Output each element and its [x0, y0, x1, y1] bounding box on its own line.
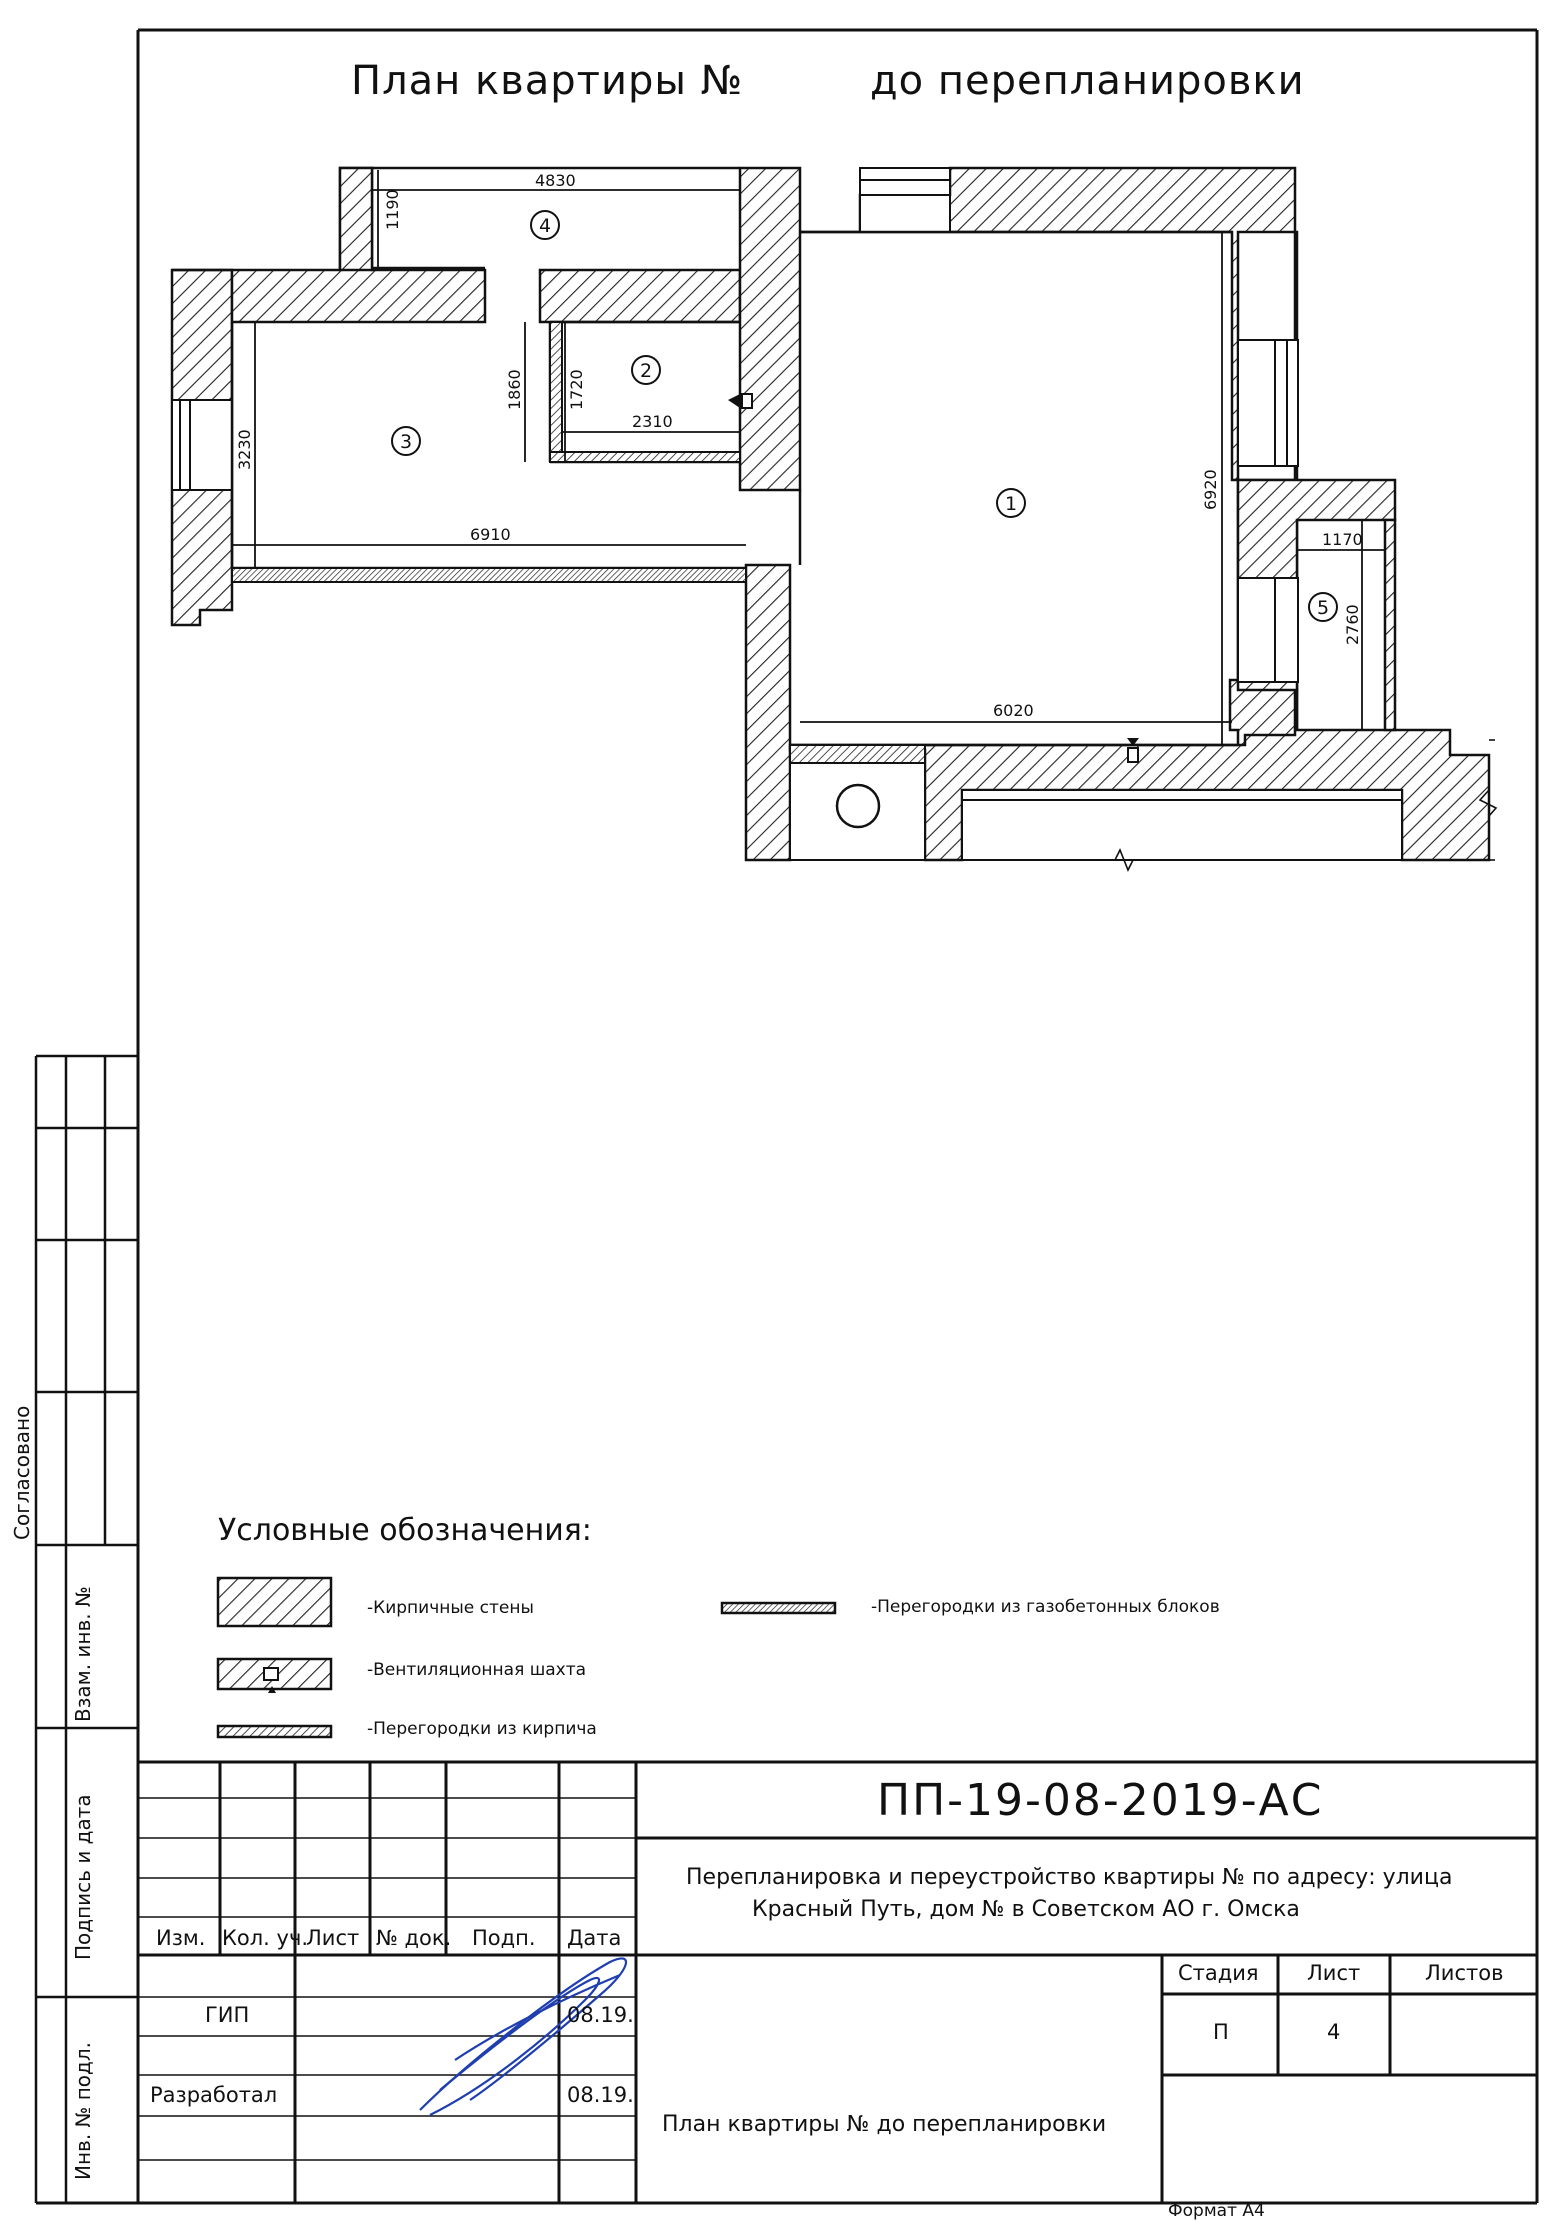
room-number-3: 3	[400, 431, 413, 453]
header-signature: Подп.	[472, 1926, 536, 1950]
dim-6910: 6910	[470, 525, 511, 544]
dim-3230: 3230	[235, 429, 254, 470]
sheet-value: 4	[1327, 2020, 1341, 2044]
legend-title: Условные обозначения:	[218, 1513, 592, 1548]
dim-2760: 2760	[1343, 604, 1362, 645]
brick-partition-icon	[218, 1726, 331, 1737]
project-description-line2: Красный Путь, дом № в Советском АО г. Омска	[752, 1897, 1300, 1922]
header-doc-no: № док.	[376, 1926, 452, 1950]
dim-1170: 1170	[1322, 530, 1363, 549]
header-sheet: Лист	[306, 1926, 360, 1950]
project-description-line1: Перепланировка и переустройство квартиры № по адресу: улица	[686, 1865, 1453, 1890]
side-label-signature-date: Подпись и дата	[71, 1794, 95, 1960]
legend-label-aerated-partitions: -Перегородки из газобетонных блоков	[871, 1597, 1220, 1617]
room-number-1: 1	[1005, 493, 1018, 515]
dim-1860: 1860	[505, 369, 524, 410]
sheet-title-left: План квартиры №	[351, 58, 744, 104]
room-number-4: 4	[539, 215, 552, 237]
brick-wall-hatch-icon	[218, 1578, 331, 1626]
room-number-2: 2	[640, 360, 653, 382]
dim-6020: 6020	[993, 701, 1034, 720]
legend-label-brick-walls: -Кирпичные стены	[367, 1598, 534, 1618]
dim-4830: 4830	[535, 171, 576, 190]
drawing-name: План квартиры № до перепланировки	[662, 2112, 1107, 2137]
header-change: Изм.	[156, 1926, 206, 1950]
side-label-agreed: Согласовано	[10, 1405, 34, 1540]
vent-shaft	[837, 785, 879, 827]
role-developer: Разработал	[150, 2083, 278, 2107]
dim-1720: 1720	[567, 369, 586, 410]
legend-label-vent-shaft: -Вентиляционная шахта	[367, 1660, 587, 1680]
stage-value: П	[1213, 2020, 1229, 2044]
side-label-orig-inv: Инв. № подл.	[71, 2042, 95, 2180]
dimension-lines	[232, 170, 1385, 745]
document-code: ПП-19-08-2019-АС	[877, 1775, 1324, 1826]
floor-plan	[172, 168, 1496, 870]
format-label: Формат А4	[1168, 2201, 1265, 2221]
sheet-title-right: до перепланировки	[870, 58, 1305, 104]
room-markers	[392, 211, 1337, 621]
header-sheets-total: Листов	[1425, 1961, 1504, 1985]
dim-1190: 1190	[383, 189, 402, 230]
date-chief-engineer: 08.19.	[567, 2003, 634, 2027]
header-sheet-no: Лист	[1307, 1961, 1361, 1985]
dim-6920: 6920	[1201, 469, 1220, 510]
header-date: Дата	[567, 1926, 622, 1950]
legend-label-brick-partitions: -Перегородки из кирпича	[367, 1719, 597, 1739]
aerated-block-partition-icon	[722, 1603, 835, 1613]
role-chief-engineer: ГИП	[205, 2003, 250, 2027]
side-label-replacement-inv: Взам. инв. №	[71, 1586, 95, 1722]
dim-2310: 2310	[632, 412, 673, 431]
room-number-5: 5	[1317, 597, 1330, 619]
header-count: Кол. уч.	[222, 1926, 309, 1950]
header-stage: Стадия	[1178, 1961, 1259, 1985]
date-developer: 08.19.	[567, 2083, 634, 2107]
